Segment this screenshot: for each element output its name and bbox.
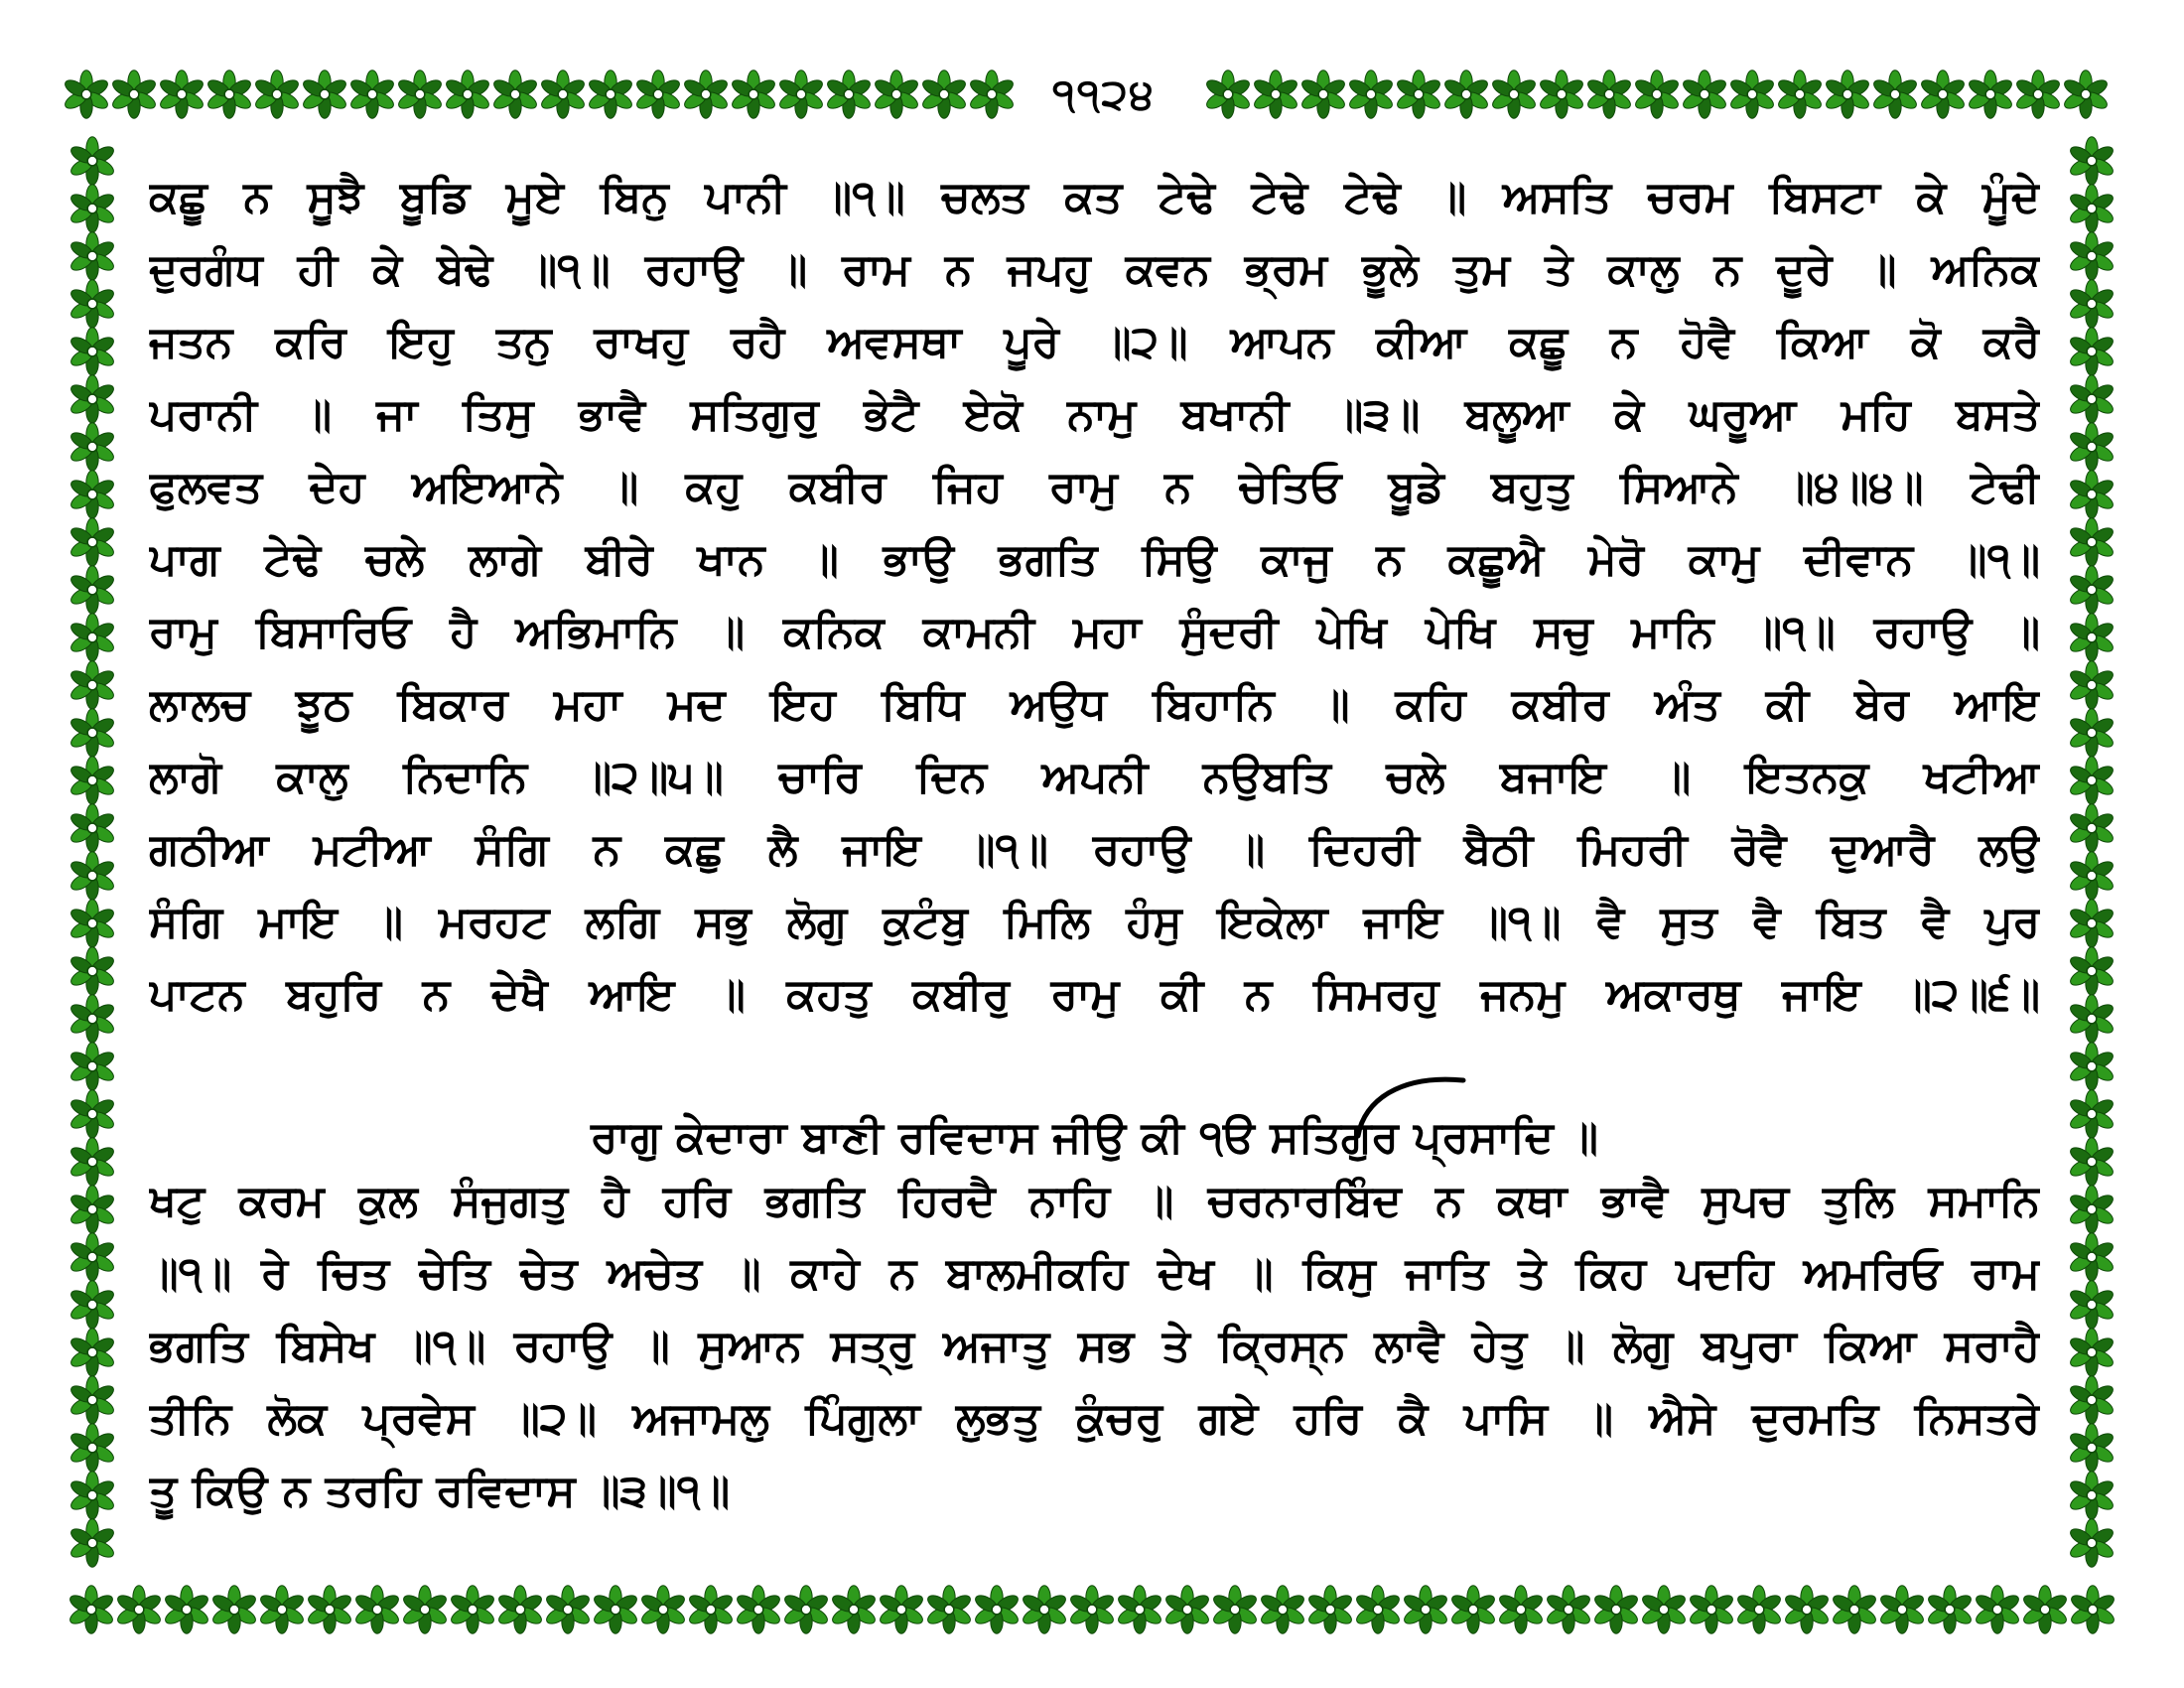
flower-ornament-icon [68,614,116,661]
flower-ornament-icon [2068,1329,2116,1376]
flower-ornament-icon [1259,1586,1306,1633]
flower-ornament-icon [1021,1586,1068,1633]
flower-ornament-icon [1967,70,2014,118]
flower-ornament-icon [68,661,116,709]
flower-ornament-icon [2068,518,2116,566]
flower-ornament-icon [491,70,539,118]
flower-ornament-icon [306,1586,353,1633]
flower-ornament-icon [68,518,116,566]
flower-ornament-icon [68,1138,116,1186]
flower-ornament-icon [68,1043,116,1090]
verse-line: ਪਾਟਨ ਬਹੁਰਿ ਨ ਦੇਖੈ ਆਇ ॥ ਕਹਤੁ ਕਬੀਰੁ ਰਾਮੁ ਕੀ ਨ ਸਿਮਰਹੁ ਜਨਮੁ ਅਕਾਰਥੁ ਜਾਇ ॥੨॥੬॥ [149,969,2040,1020]
flower-ornament-icon [158,70,205,118]
flower-ornament-icon [401,1586,449,1633]
flower-ornament-icon [587,70,634,118]
verse-line: ਲਾਲਚ ਝੂਠ ਬਿਕਾਰ ਮਹਾ ਮਦ ਇਹ ਬਿਧਿ ਅਉਧ ਬਿਹਾਨਿ ॥ ਕਹਿ ਕਬੀਰ ਅੰਤ ਕੀ ਬੇਰ ਆਇ [149,679,2040,730]
flower-ornament-icon [68,947,116,995]
verse-line: ਤੀਨਿ ਲੋਕ ਪ੍ਰਵੇਸ ॥੨॥ ਅਜਾਮਲੁ ਪਿੰਗੁਲਾ ਲੁਭਤੁ ਕੁੰਚਰੁ ਗਏ ਹਰਿ ਕੈ ਪਾਸਿ ॥ ਐਸੇ ਦੁਰਮਤਿ ਨਿਸਤਰੇ [149,1393,2040,1444]
flower-ornament-icon [920,70,968,118]
flower-ornament-icon [539,70,587,118]
flower-ornament-icon [1116,1586,1163,1633]
flower-ornament-icon [2068,1519,2116,1567]
flower-ornament-icon [68,566,116,614]
verse-line: ਲਾਗੋ ਕਾਲੁ ਨਿਦਾਨਿ ॥੨॥੫॥ ਚਾਰਿ ਦਿਨ ਅਪਨੀ ਨਉਬਤਿ ਚਲੇ ਬਜਾਇ ॥ ਇਤਨਕੁ ਖਟੀਆ [149,752,2040,802]
flower-ornament-icon [68,137,116,185]
flower-ornament-icon [1728,70,1776,118]
flower-ornament-icon [634,70,682,118]
flower-ornament-icon [1449,1586,1497,1633]
flower-ornament-icon [2068,757,2116,804]
flower-ornament-icon [63,70,110,118]
flower-ornament-icon [2068,1186,2116,1233]
verse-line: ਪਾਗ ਟੇਢੇ ਚਲੇ ਲਾਗੇ ਬੀਰੇ ਖਾਨ ॥ ਭਾਉ ਭਗਤਿ ਸਿਉ ਕਾਜੁ ਨ ਕਛੂਐ ਮੇਰੋ ਕਾਮੁ ਦੀਵਾਨ ॥੧॥ [149,534,2040,585]
flower-ornament-icon [777,70,825,118]
flower-ornament-icon [68,1090,116,1138]
flower-ornament-icon [68,232,116,280]
flower-border-top-right [1187,60,2126,129]
flower-ornament-icon [2068,709,2116,757]
verse-line: ਦੁਰਗੰਧ ਹੀ ਕੇ ਬੇਢੇ ॥੧॥ ਰਹਾਉ ॥ ਰਾਮ ਨ ਜਪਹੁ ਕਵਨ ਭ੍ਰਮ ਭੂਲੇ ਤੁਮ ਤੇ ਕਾਲੁ ਨ ਦੂਰੇ ॥ ਅਨਿਕ [149,244,2040,295]
flower-ornament-icon [163,1586,210,1633]
flower-ornament-icon [2068,185,2116,232]
flower-ornament-icon [682,70,730,118]
flower-ornament-icon [2068,804,2116,852]
flower-ornament-icon [2062,70,2110,118]
flower-ornament-icon [2068,661,2116,709]
flower-ornament-icon [68,185,116,232]
flower-ornament-icon [68,280,116,328]
verse-line: ਭਗਤਿ ਬਿਸੇਖ ॥੧॥ ਰਹਾਉ ॥ ਸੁਆਨ ਸਤ੍ਰੁ ਅਜਾਤੁ ਸਭ ਤੇ ਕ੍ਰਿਸ੍ਨ ਲਾਵੈ ਹੇਤੁ ॥ ਲੋਗੁ ਬਪੁਰਾ ਕਿਆ ਸਰਾਹੈ [149,1321,2040,1371]
flower-ornament-icon [68,423,116,471]
verse-line: ਖਟੁ ਕਰਮ ਕੁਲ ਸੰਜੁਗਤੁ ਹੈ ਹਰਿ ਭਗਤਿ ਹਿਰਦੈ ਨਾਹਿ ॥ ਚਰਨਾਰਬਿੰਦ ਨ ਕਥਾ ਭਾਵੈ ਸੁਪਚ ਤੁਲਿ ਸਮਾਨਿ [149,1176,2040,1226]
verse-line: ਤੂ ਕਿਉ ਨ ਤਰਹਿ ਰਵਿਦਾਸ ॥੩॥੧॥ [149,1466,731,1516]
flower-ornament-icon [68,1186,116,1233]
flower-ornament-icon [1538,70,1585,118]
flower-ornament-icon [2068,471,2116,518]
flower-ornament-icon [2068,280,2116,328]
flower-ornament-icon [68,1233,116,1281]
flower-ornament-icon [301,70,348,118]
flower-ornament-icon [1926,1586,1974,1633]
flower-ornament-icon [68,1329,116,1376]
flower-ornament-icon [68,1472,116,1519]
flower-ornament-icon [1585,70,1633,118]
flower-ornament-icon [205,70,253,118]
flower-ornament-icon [873,70,920,118]
flower-ornament-icon [2068,566,2116,614]
flower-ornament-icon [878,1586,925,1633]
flower-ornament-icon [2068,1472,2116,1519]
flower-ornament-icon [68,1586,115,1633]
flower-ornament-icon [1640,1586,1688,1633]
flower-ornament-icon [1252,70,1299,118]
flower-ornament-icon [1490,70,1538,118]
verse-line: ਰਾਮੁ ਬਿਸਾਰਿਓ ਹੈ ਅਭਿਮਾਨਿ ॥ ਕਨਿਕ ਕਾਮਨੀ ਮਹਾ ਸੁੰਦਰੀ ਪੇਖਿ ਪੇਖਿ ਸਚੁ ਮਾਨਿ ॥੧॥ ਰਹਾਉ ॥ [149,607,2040,657]
flower-ornament-icon [1824,70,1871,118]
flower-ornament-icon [1783,1586,1831,1633]
flower-ornament-icon [2068,852,2116,900]
flower-ornament-icon [782,1586,830,1633]
flower-ornament-icon [2021,1586,2069,1633]
verse-block-2 [149,1165,2040,1527]
flower-ornament-icon [2068,1281,2116,1329]
flower-ornament-icon [1974,1586,2021,1633]
flower-ornament-icon [2069,1586,2116,1633]
flower-ornament-icon [1299,70,1347,118]
verse-block-1 [149,161,2040,1031]
flower-ornament-icon [1688,1586,1735,1633]
flower-ornament-icon [2068,1376,2116,1424]
flower-ornament-icon [544,1586,592,1633]
flower-ornament-icon [68,1376,116,1424]
flower-ornament-icon [68,900,116,947]
flower-ornament-icon [2068,137,2116,185]
flower-ornament-icon [1831,1586,1878,1633]
flower-ornament-icon [68,995,116,1043]
flower-ornament-icon [444,70,491,118]
flower-ornament-icon [2068,1138,2116,1186]
flower-ornament-icon [1442,70,1490,118]
flower-border-right [2057,129,2126,1575]
flower-ornament-icon [1633,70,1681,118]
flower-ornament-icon [353,1586,401,1633]
flower-ornament-icon [68,471,116,518]
verse-line: ਗਠੀਆ ਮਟੀਆ ਸੰਗਿ ਨ ਕਛੁ ਲੈ ਜਾਇ ॥੧॥ ਰਹਾਉ ॥ ਦਿਹਰੀ ਬੈਠੀ ਮਿਹਰੀ ਰੋਵੈ ਦੁਆਰੈ ਲਉ [149,824,2040,875]
flower-ornament-icon [1347,70,1395,118]
flower-ornament-icon [1395,70,1442,118]
flower-ornament-icon [258,1586,306,1633]
flower-ornament-icon [68,1424,116,1472]
flower-ornament-icon [2068,1090,2116,1138]
flower-ornament-icon [1354,1586,1402,1633]
verse-line: ਪਰਾਨੀ ॥ ਜਾ ਤਿਸੁ ਭਾਵੈ ਸਤਿਗੁਰੁ ਭੇਟੈ ਏਕੋ ਨਾਮੁ ਬਖਾਨੀ ॥੩॥ ਬਲੂਆ ਕੇ ਘਰੂਆ ਮਹਿ ਬਸਤੇ [149,389,2040,440]
flower-ornament-icon [396,70,444,118]
flower-ornament-icon [2014,70,2062,118]
flower-ornament-icon [1068,1586,1116,1633]
flower-ornament-icon [115,1586,163,1633]
flower-ornament-icon [2068,995,2116,1043]
flower-ornament-icon [830,1586,878,1633]
verse-line: ਸੰਗਿ ਮਾਇ ॥ ਮਰਹਟ ਲਗਿ ਸਭੁ ਲੋਗੁ ਕੁਟੰਬੁ ਮਿਲਿ ਹੰਸੁ ਇਕੇਲਾ ਜਾਇ ॥੧॥ ਵੈ ਸੁਤ ਵੈ ਬਿਤ ਵੈ ਪੁਰ [149,897,2040,947]
flower-ornament-icon [253,70,301,118]
flower-ornament-icon [68,1281,116,1329]
flower-ornament-icon [2068,423,2116,471]
flower-ornament-icon [1163,1586,1211,1633]
flower-ornament-icon [2068,232,2116,280]
verse-line: ਫੁਲਵਤ ਦੇਹ ਅਇਆਨੇ ॥ ਕਹੁ ਕਬੀਰ ਜਿਹ ਰਾਮੁ ਨ ਚੇਤਿਓ ਬੂਡੇ ਬਹੁਤੁ ਸਿਆਨੇ ॥੪॥੪॥ ਟੇਢੀ [149,462,2040,512]
flower-ornament-icon [1735,1586,1783,1633]
verse-line: ਜਤਨ ਕਰਿ ਇਹੁ ਤਨੁ ਰਾਖਹੁ ਰਹੈ ਅਵਸਥਾ ਪੂਰੇ ॥੨॥ ਆਪਨ ਕੀਆ ਕਛੂ ਨ ਹੋਵੈ ਕਿਆ ਕੋ ਕਰੈ [149,317,2040,367]
flower-ornament-icon [2068,614,2116,661]
flower-ornament-icon [1871,70,1919,118]
flower-ornament-icon [68,757,116,804]
flower-ornament-icon [2068,947,2116,995]
verse-line: ਕਛੂ ਨ ਸੂਝੈ ਬੂਡਿ ਮੂਏ ਬਿਨੁ ਪਾਨੀ ॥੧॥ ਚਲਤ ਕਤ ਟੇਢੇ ਟੇਢੇ ਟੇਢੇ ॥ ਅਸਤਿ ਚਰਮ ਬਿਸਟਾ ਕੇ ਮੂੰਦੇ [149,172,2040,222]
flower-border-left [58,129,127,1575]
flower-ornament-icon [1776,70,1824,118]
flower-ornament-icon [2068,900,2116,947]
flower-ornament-icon [449,1586,496,1633]
flower-ornament-icon [2068,1233,2116,1281]
flower-ornament-icon [825,70,873,118]
flower-ornament-icon [687,1586,735,1633]
flower-ornament-icon [592,1586,639,1633]
section-heading: ਰਾਗੁ ਕੇਦਾਰਾ ਬਾਣੀ ਰਵਿਦਾਸ ਜੀਉ ਕੀ ੧ੳ ਸਤਿਗੁਰ ਪ੍ਰਸਾਦਿ ॥ [591,1112,1598,1163]
flower-ornament-icon [1545,1586,1592,1633]
flower-ornament-icon [1497,1586,1545,1633]
flower-ornament-icon [68,852,116,900]
flower-ornament-icon [2068,328,2116,375]
flower-ornament-icon [973,1586,1021,1633]
flower-ornament-icon [1211,1586,1259,1633]
flower-ornament-icon [735,1586,782,1633]
flower-ornament-icon [348,70,396,118]
page-number: ੧੧੨੪ [1052,70,1156,118]
flower-ornament-icon [496,1586,544,1633]
flower-ornament-icon [68,375,116,423]
flower-ornament-icon [2068,1424,2116,1472]
flower-ornament-icon [1592,1586,1640,1633]
flower-ornament-icon [1919,70,1967,118]
flower-ornament-icon [210,1586,258,1633]
flower-ornament-icon [1878,1586,1926,1633]
flower-ornament-icon [730,70,777,118]
flower-ornament-icon [68,804,116,852]
flower-ornament-icon [1681,70,1728,118]
flower-ornament-icon [110,70,158,118]
flower-ornament-icon [925,1586,973,1633]
flower-ornament-icon [2068,375,2116,423]
flower-border-bottom [58,1575,2126,1644]
flower-ornament-icon [2068,1043,2116,1090]
flower-ornament-icon [68,328,116,375]
verse-line: ॥੧॥ ਰੇ ਚਿਤ ਚੇਤਿ ਚੇਤ ਅਚੇਤ ॥ ਕਾਹੇ ਨ ਬਾਲਮੀਕਹਿ ਦੇਖ ॥ ਕਿਸੁ ਜਾਤਿ ਤੇ ਕਿਹ ਪਦਹਿ ਅਮਰਿਓ ਰਾਮ [149,1248,2040,1299]
flower-ornament-icon [68,1519,116,1567]
flower-ornament-icon [68,709,116,757]
flower-border-top-left [58,60,1021,129]
flower-ornament-icon [1306,1586,1354,1633]
flower-ornament-icon [1204,70,1252,118]
flower-ornament-icon [1402,1586,1449,1633]
flower-ornament-icon [639,1586,687,1633]
flower-ornament-icon [968,70,1016,118]
